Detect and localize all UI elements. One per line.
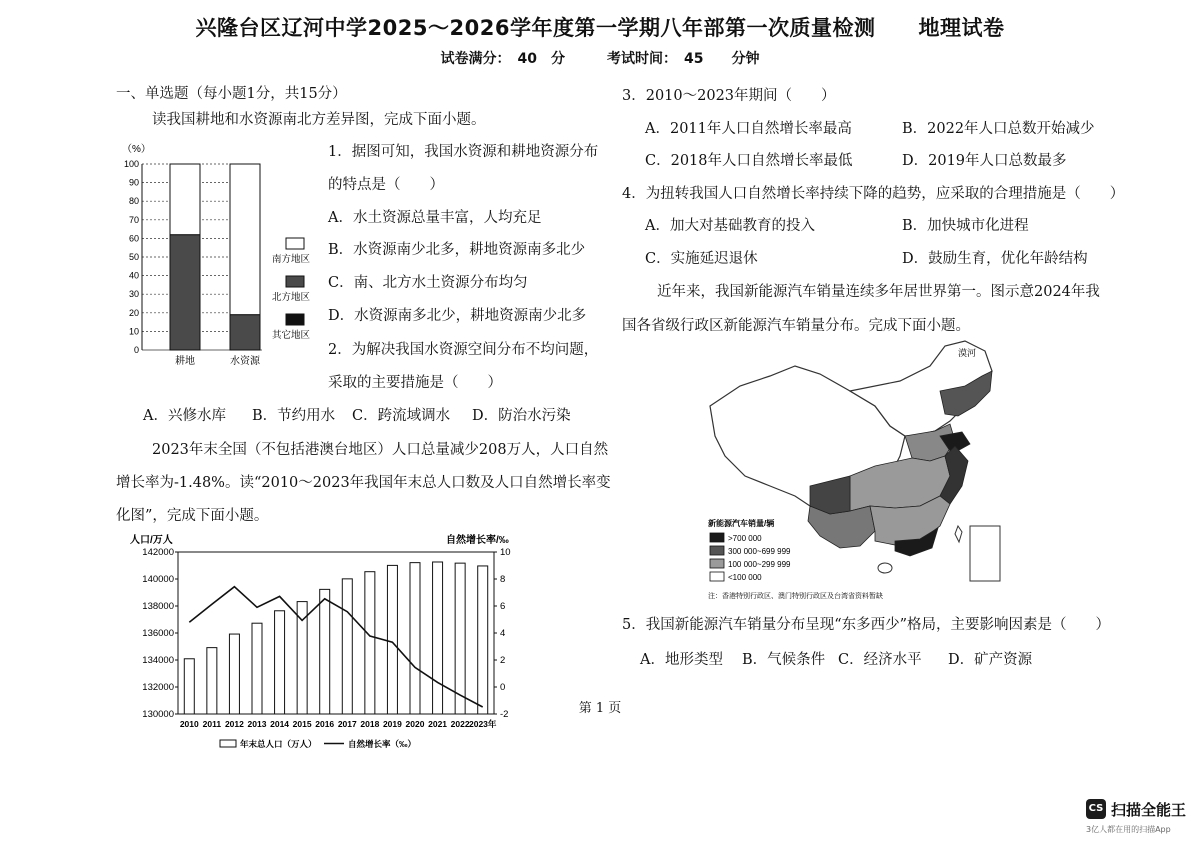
map-place-label: 漠河: [958, 348, 977, 358]
chart2-x-label: 2016: [315, 719, 335, 729]
chart1-y-tick: 20: [128, 307, 139, 318]
chart2-population-bars: [184, 562, 487, 714]
map-legend-label: 300 000~699 999: [728, 547, 791, 556]
page-number: 第 1 页: [578, 701, 622, 716]
chart2-y-right-tick: 2: [500, 655, 506, 666]
chart1-y-tick: 80: [128, 196, 139, 207]
q4-option-d[interactable]: D．鼓励生育，优化年龄结构: [902, 251, 1088, 267]
chart1-x-label: 耕地: [175, 356, 195, 367]
q3-option-d[interactable]: D．2019年人口总数最多: [902, 153, 1067, 169]
chart1-y-tick: 70: [128, 214, 139, 225]
q2-stem-line2: 采取的主要措施是（ ）: [328, 375, 502, 391]
q3-stem: 3．2010～2023年期间（ ）: [622, 88, 836, 104]
chart1-y-tick: 30: [128, 289, 139, 300]
chart1-bar-segment: [230, 315, 260, 350]
chart1-y-tick: 50: [128, 252, 139, 262]
intro-2-line1: 2023年末全国（不包括港澳台地区）人口总量减少208万人，人口自然: [152, 442, 609, 458]
chart2-population-bar: [410, 563, 420, 714]
chart1-legend-label: 北方地区: [272, 292, 311, 303]
chart1-legend-swatch: [286, 276, 304, 287]
chart2-y-right-tick: 6: [500, 601, 506, 612]
q2-option-c[interactable]: C．跨流域调水: [352, 408, 451, 424]
scanner-slogan: 3亿人都在用的扫描App: [1086, 825, 1171, 834]
chart2-x-label: 2019: [382, 719, 402, 729]
chart2-y-left-tick: 130000: [142, 709, 174, 720]
chart2-x-label: 2013: [247, 719, 267, 729]
chart2-population-bar: [365, 572, 375, 714]
chart1-x-labels: [175, 354, 261, 367]
chart2-population-bar: [478, 566, 488, 714]
scanner-logo-icon: CS: [1086, 799, 1106, 819]
q1-option-b[interactable]: B．水资源南少北多，耕地资源南多北少: [328, 242, 586, 258]
q3-option-b[interactable]: B．2022年人口总数开始减少: [902, 121, 1095, 137]
chart1-bar-segment: [170, 164, 200, 235]
chart2-x-label: 2022: [450, 719, 470, 729]
q3-option-c[interactable]: C．2018年人口自然增长率最低: [645, 153, 853, 169]
chart1-y-tick: 0: [133, 345, 139, 355]
intro-2-line3: 化图”，完成下面小题。: [116, 508, 269, 524]
chart1-legend: [272, 238, 311, 341]
exam-subtitle: 试卷满分： 40 分 考试时间： 45 分钟: [440, 51, 760, 67]
chart1-y-tick: 100: [123, 159, 139, 169]
taiwan-island: [955, 526, 962, 542]
chart2-y-right-tick: 10: [500, 547, 511, 558]
chart2-x-label: 2010: [179, 719, 199, 729]
scanner-app-name: 扫描全能王: [1111, 801, 1187, 819]
chart2-legend-bar-label: 年末总人口（万人）: [240, 739, 317, 749]
exam-title: 兴隆台区辽河中学2025～2026学年度第一学期八年部第一次质量检测 地理试卷: [195, 16, 1005, 40]
chart2-y-left-tick: 132000: [142, 682, 174, 693]
map-legend-swatch: [710, 572, 724, 581]
chart2-x-labels: [180, 719, 497, 729]
chart2-legend: [220, 739, 416, 749]
chart2-x-label: 2018: [360, 719, 380, 729]
chart2-legend-line-label: 自然增长率（‰）: [348, 739, 417, 749]
chart2-y-right-tick: 0: [500, 682, 506, 693]
intro-2-line2: 增长率为-1.48%。读“2010～2023年我国年末总人口数及人口自然增长率变: [116, 475, 611, 491]
hainan-island: [878, 563, 892, 573]
chart2-x-label: 2021: [428, 719, 448, 729]
chart2-x-label: 2011: [202, 719, 222, 729]
q4-option-a[interactable]: A．加大对基础教育的投入: [645, 218, 815, 234]
q5-option-d[interactable]: D．矿产资源: [948, 652, 1033, 668]
map-legend-title: 新能源汽车销量/辆: [708, 519, 775, 528]
land-water-chart: [112, 138, 332, 370]
q2-option-a[interactable]: A．兴修水库: [143, 408, 226, 424]
q1-stem-line2: 的特点是（ ）: [328, 177, 444, 193]
map-legend-swatch: [710, 559, 724, 568]
intro-3-line2: 国各省级行政区新能源汽车销量分布。完成下面小题。: [622, 318, 970, 334]
q1-option-d[interactable]: D．水资源南多北少，耕地资源南少北多: [328, 308, 587, 324]
chart2-x-label: 2017: [337, 719, 357, 729]
south-sea-inset: [970, 526, 1000, 581]
chart1-legend-label: 其它地区: [272, 330, 311, 341]
chart2-y-left-tick: 140000: [142, 574, 174, 585]
chart1-unit: （%）: [122, 144, 151, 155]
q1-stem-line1: 1．据图可知，我国水资源和耕地资源分布: [328, 144, 599, 160]
map-legend-label: >700 000: [728, 534, 762, 543]
chart2-y-left-tick: 142000: [142, 547, 174, 558]
q1-option-c[interactable]: C．南、北方水土资源分布均匀: [328, 275, 528, 291]
chart2-y-left-ticks: [142, 547, 174, 720]
chart2-y-right-ticks: [500, 547, 511, 720]
q5-option-a[interactable]: A．地形类型: [640, 652, 723, 668]
section-title: 一、单选题（每小题1分，共15分）: [116, 86, 347, 102]
chart2-x-label: 2012: [224, 719, 244, 729]
map-legend-swatch: [710, 533, 724, 542]
map-note: 注：香港特别行政区、澳门特别行政区及台湾省资料暂缺: [708, 593, 883, 600]
chart2-y-right-tick: 8: [500, 574, 506, 585]
chart1-y-tick: 10: [128, 326, 139, 337]
q5-option-b[interactable]: B．气候条件: [742, 652, 826, 668]
intro-1: 读我国耕地和水资源南北方差异图，完成下面小题。: [152, 112, 486, 128]
chart2-population-bar: [455, 563, 465, 714]
chart1-bar-segment: [230, 164, 260, 315]
chart2-y-left-tick: 134000: [142, 655, 174, 666]
chart2-y-right-tick: 4: [500, 628, 506, 639]
chart2-population-bar: [387, 565, 397, 714]
q4-option-c[interactable]: C．实施延迟退休: [645, 251, 758, 267]
chart2-y-right-label: 自然增长率/‰: [446, 535, 509, 546]
map-legend-label: <100 000: [728, 573, 762, 582]
chart2-population-bar: [433, 562, 443, 714]
chart2-y-left-label: 人口/万人: [130, 535, 173, 546]
q2-option-b[interactable]: B．节约用水: [252, 408, 336, 424]
chart2-x-label: 2014: [270, 719, 290, 729]
q3-option-a[interactable]: A．2011年人口自然增长率最高: [645, 121, 852, 137]
map-legend-label: 100 000~299 999: [728, 560, 791, 569]
map-legend: [710, 533, 791, 582]
q2-option-d[interactable]: D．防治水污染: [472, 408, 571, 424]
chart2-axes: [175, 552, 497, 714]
chart2-y-right-tick: -2: [500, 709, 509, 720]
chart2-x-label: 2020: [405, 719, 425, 729]
chart1-y-tick: 90: [128, 177, 139, 188]
q4-stem: 4．为扭转我国人口自然增长率持续下降的趋势，应采取的合理措施是（ ）: [622, 186, 1125, 202]
chart1-x-label: 水资源: [230, 356, 260, 367]
chart2-y-left-tick: 138000: [142, 601, 174, 612]
chart2-x-label: 2023年: [469, 719, 497, 729]
population-chart: [110, 530, 530, 758]
map-legend-swatch: [710, 546, 724, 555]
chart2-y-left-tick: 136000: [142, 628, 174, 639]
chart1-legend-label: 南方地区: [272, 254, 311, 265]
chart1-y-tick: 60: [128, 233, 139, 244]
chart1-legend-swatch: [286, 314, 304, 325]
chart1-legend-swatch: [286, 238, 304, 249]
q5-option-c[interactable]: C．经济水平: [838, 652, 922, 668]
ev-sales-map: [700, 336, 1010, 606]
chart2-x-label: 2015: [292, 719, 312, 729]
chart2-legend-bar-swatch: [220, 740, 236, 747]
chart2-frame: [178, 552, 494, 714]
chart1-bar-segment: [170, 235, 200, 350]
q1-option-a[interactable]: A．水土资源总量丰富，人均充足: [328, 210, 542, 226]
q4-option-b[interactable]: B．加快城市化进程: [902, 218, 1029, 234]
chart1-y-tick: 40: [128, 270, 139, 281]
intro-3-line1: 近年来，我国新能源汽车销量连续多年居世界第一。图示意2024年我: [657, 284, 1100, 300]
chart2-population-bar: [320, 589, 330, 714]
chart2-population-bar: [342, 579, 352, 714]
q5-stem: 5．我国新能源汽车销量分布呈现“东多西少”格局，主要影响因素是（ ）: [622, 617, 1111, 633]
chart1-y-ticks: [124, 159, 139, 355]
q2-stem-line1: 2．为解决我国水资源空间分布不均问题，: [328, 342, 599, 358]
